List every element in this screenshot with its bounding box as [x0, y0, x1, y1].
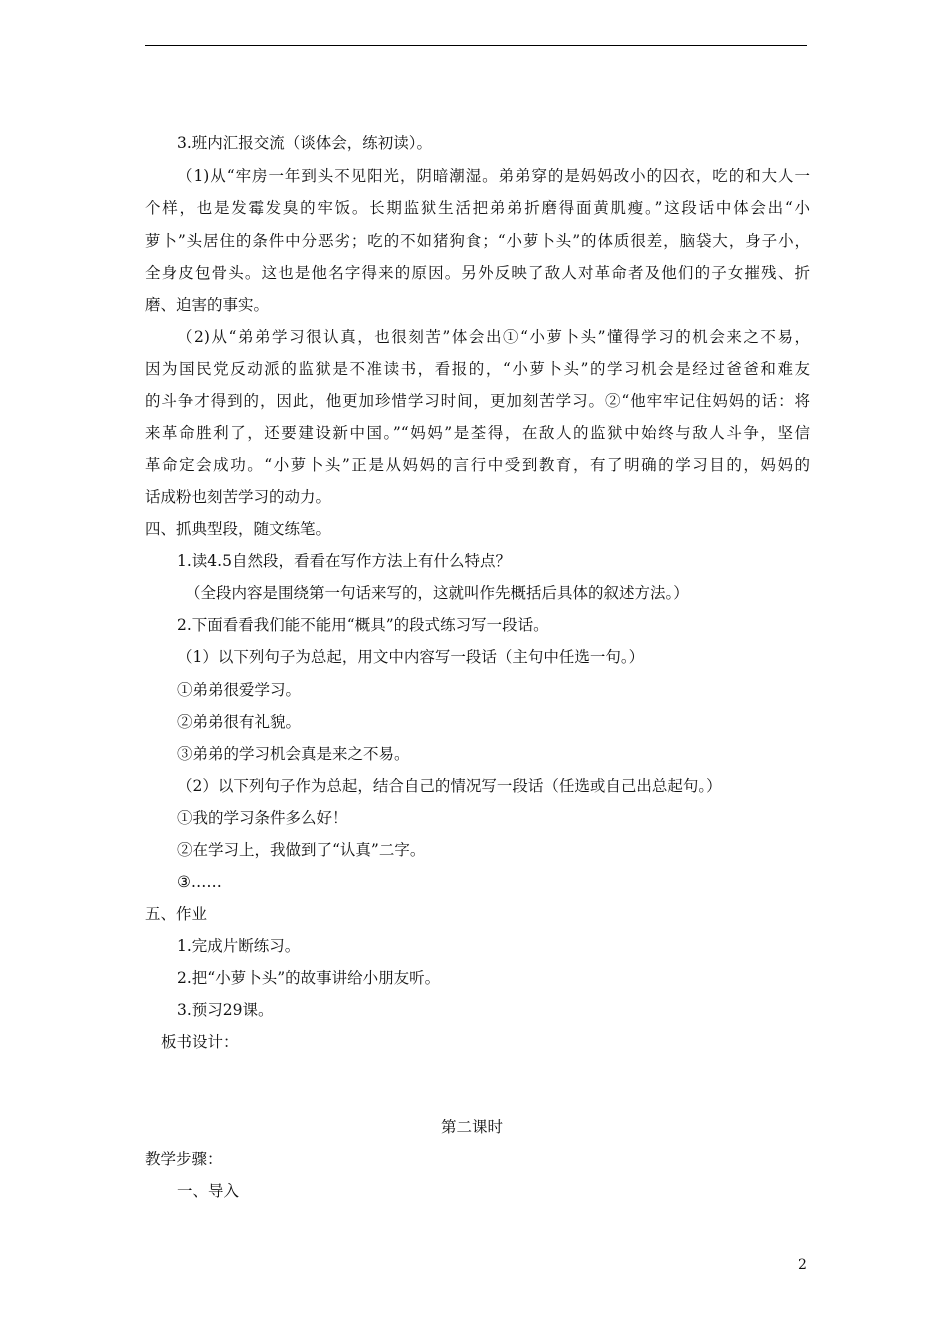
list-item: 2.下面看看我们能不能用“概具”的段式练习写一段话。 — [177, 616, 549, 634]
list-item: 1.读4.5自然段，看看在写作方法上有什么特点？ — [177, 552, 511, 570]
paragraph-2-line: 来革命胜利了，还要建设新中国。”“妈妈”是荃得，在敌人的监狱中始终与敌人斗争，坚信 — [145, 424, 810, 442]
section-heading-5: 五、作业 — [145, 905, 208, 923]
paragraph-1-line: 个样，也是发霉发臭的牢饭。长期监狱生活把弟弟折磨得面黄肌瘦。”这段话中体会出“小 — [145, 199, 810, 217]
blackboard-design-label: 板书设计： — [161, 1033, 239, 1051]
section-3-report: 3.班内汇报交流（谈体会，练初读）。 — [177, 134, 433, 152]
list-item: 2.把“小萝卜头”的故事讲给小朋友听。 — [177, 969, 441, 987]
list-item: ①我的学习条件多么好！ — [177, 809, 348, 827]
paragraph-2-line: 因为国民党反动派的监狱是不准读书，看报的，“小萝卜头”的学习机会是经过爸爸和难友 — [145, 360, 810, 378]
paragraph-2-line: 的斗争才得到的，因此，他更加珍惜学习时间，更加刻苦学习。②“他牢牢记住妈妈的话：将 — [145, 392, 810, 410]
list-item: 1.完成片断练习。 — [177, 937, 301, 955]
list-item: ③…… — [177, 873, 222, 891]
list-item: （1）以下列句子为总起，用文中内容写一段话（主句中任选一句。） — [177, 648, 645, 666]
paragraph-1-line: 全身皮包骨头。这也是他名字得来的原因。另外反映了敌人对革命者及他们的子女摧残、折 — [145, 264, 810, 282]
paragraph-2-line: 革命定会成功。“小萝卜头”正是从妈妈的言行中受到教育，有了明确的学习目的，妈妈的 — [145, 456, 810, 474]
paragraph-2-line: 话成粉也刻苦学习的动力。 — [145, 488, 332, 506]
list-item: 3.预习29课。 — [177, 1001, 274, 1019]
list-item: ②在学习上，我做到了“认真”二字。 — [177, 841, 426, 859]
header-rule — [145, 45, 807, 46]
paragraph-1-line: 萝卜”头居住的条件中分恶劣；吃的不如猪狗食；“小萝卜头”的体质很差，脑袋大，身子小， — [145, 232, 810, 250]
section-heading-1: 一、导入 — [177, 1182, 240, 1200]
paragraph-1-line: （1)从“牢房一年到头不见阳光，阴暗潮湿。弟弟穿的是妈妈改小的囚衣，吃的和大人一 — [177, 167, 810, 185]
paragraph-2-line: （2)从“弟弟学习很认真，也很刻苦”体会出①“小萝卜头”懂得学习的机会来之不易， — [177, 328, 810, 346]
page-number: 2 — [798, 1257, 807, 1273]
list-item: （全段内容是围绕第一句话来写的，这就叫作先概括后具体的叙述方法。） — [185, 584, 689, 602]
teaching-steps-label: 教学步骤： — [145, 1150, 223, 1168]
list-item: （2）以下列句子作为总起，结合自己的情况写一段话（任选或自己出总起句。） — [177, 777, 722, 795]
paragraph-1-line: 磨、迫害的事实。 — [145, 296, 270, 314]
section-heading-4: 四、抓典型段，随文练笔。 — [145, 520, 332, 538]
list-item: ①弟弟很爱学习。 — [177, 681, 302, 699]
list-item: ③弟弟的学习机会真是来之不易。 — [177, 745, 410, 763]
lesson-title: 第二课时 — [441, 1118, 504, 1136]
list-item: ②弟弟很有礼貌。 — [177, 713, 302, 731]
